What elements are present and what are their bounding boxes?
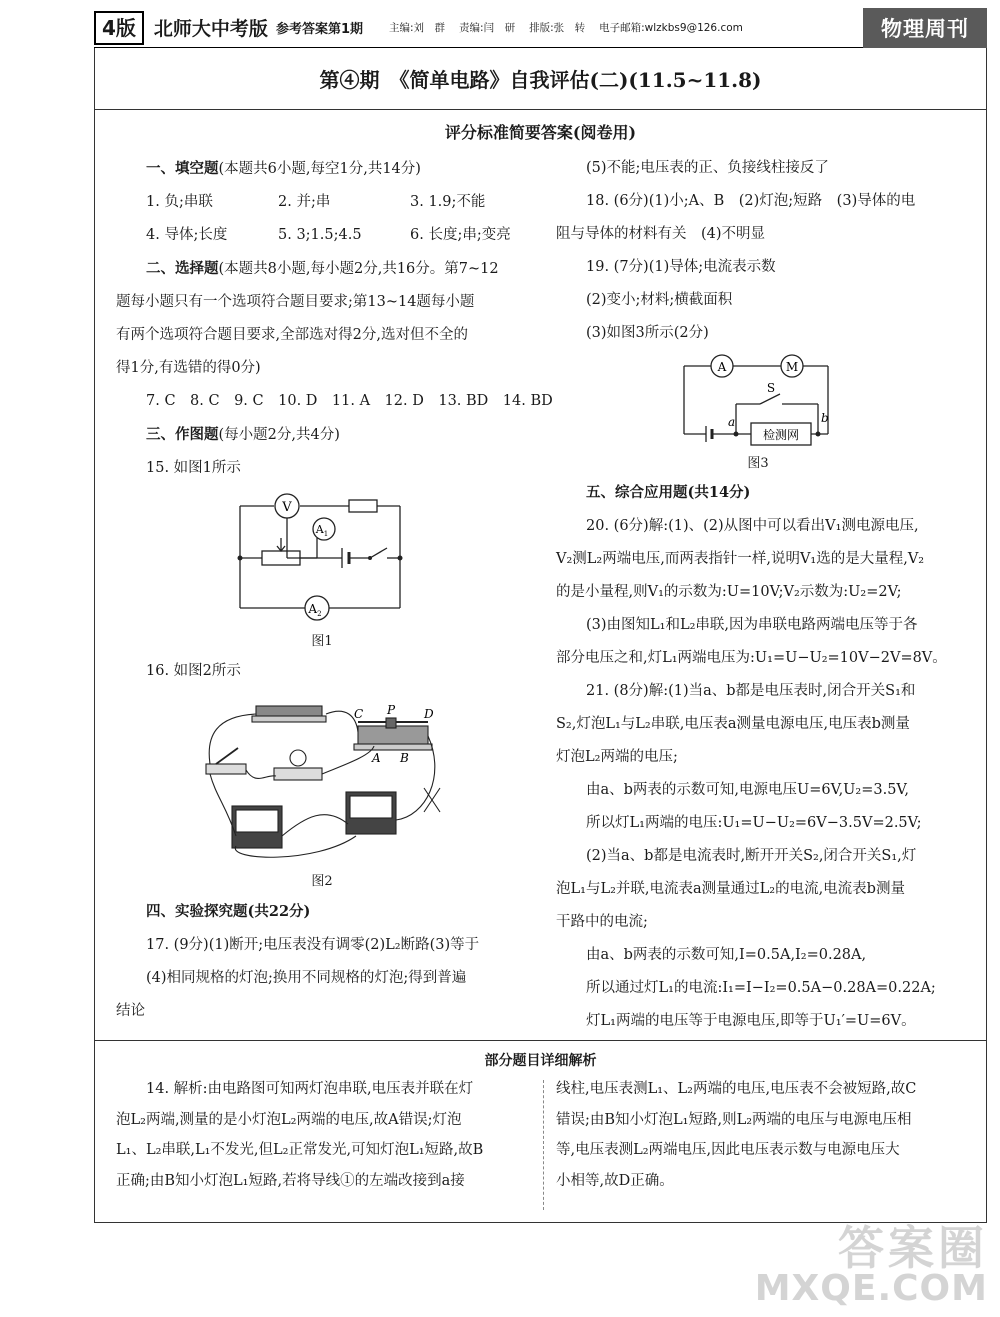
answer-1: 1. 负;串联: [146, 194, 213, 210]
watermark-url: MXQE.COM: [754, 1268, 988, 1309]
page-title: 第④期 《简单电路》自我评估(二)(11.5~11.8): [94, 48, 987, 110]
detail-right: [556, 1074, 976, 1196]
duty-editor: 责编:闫 研: [459, 22, 516, 34]
watermark: [754, 1221, 988, 1309]
q21-line-5: 所以灯L₁两端的电压:U₁=U−U₂=6V−3.5V=2.5V;: [586, 815, 922, 831]
q18-line-1: 18. (6分)(1)小;A、B (2)灯泡;短路 (3)导体的电: [586, 193, 916, 209]
q20-line-5: 部分电压之和,灯L₁两端电压为:U₁=U−U₂=10V−2V=8V。: [556, 650, 947, 666]
right-column-bottom: [556, 476, 976, 1038]
q19-line-1: 19. (7分)(1)导体;电流表示数: [586, 259, 776, 275]
q17-line-1: 17. (9分)(1)断开;电压表没有调零(2)L₂断路(3)等于: [146, 937, 480, 953]
q21-line-1: 21. (8分)解:(1)当a、b都是电压表时,闭合开关S₁和: [586, 683, 916, 699]
paper-name: 北师大中考版: [153, 18, 268, 40]
detail-line-2: 泡L₂两端,测量的是小灯泡L₂两端的电压,故A错误;灯泡: [116, 1111, 462, 1128]
section-3-note: (每小题2分,共4分): [218, 427, 340, 443]
q21-line-7: 泡L₁与L₂并联,电流表a测量通过L₂的电流,电流表b测量: [556, 881, 905, 897]
fig1-label-a2: $A_2$: [308, 602, 322, 618]
section-2-note-3: 有两个选项符合题目要求,全部选对得2分,选对但不全的: [116, 327, 468, 343]
resistor: [349, 500, 377, 512]
figure-3-caption: 图3: [747, 456, 769, 471]
fig3-box-label: 检测网: [762, 428, 800, 442]
q21-line-8: 干路中的电流;: [556, 914, 648, 930]
q21-line-10: 所以通过灯L₁的电流:I₁=I−I₂=0.5A−0.28A=0.22A;: [586, 980, 936, 996]
q20-line-2: V₂测L₂两端电压,而两表指针一样,说明V₁选的是大量程,V₂: [556, 551, 925, 567]
edition-number: 4版: [94, 11, 144, 45]
section-4-title: 四、实验探究题: [146, 903, 248, 920]
column-divider: [543, 1080, 544, 1210]
choice-answers: 7. C 8. C 9. C 10. D 11. A 12. D 13. BD 14. BD: [146, 393, 553, 409]
q17-line-3: 结论: [116, 1003, 145, 1019]
email: 电子邮箱:wlzkbs9@126.com: [599, 22, 743, 34]
q21-line-6: (2)当a、b都是电流表时,断开开关S₂,闭合开关S₁,灯: [586, 848, 917, 864]
q20-line-1: 20. (6分)解:(1)、(2)从图中可以看出V₁测电源电压,: [586, 518, 919, 534]
question-16-block: [146, 655, 526, 688]
q21-line-2: S₂,灯泡L₁与L₂串联,电压表a测量电源电压,电压表b测量: [556, 716, 910, 732]
fig3-label-a: A: [717, 360, 727, 374]
fig3-label-small-a: a: [728, 415, 736, 429]
q17-line-2: (4)相同规格的灯泡;换用不同规格的灯泡;得到普遍: [146, 970, 467, 986]
fig1-label-a1: $A_1$: [315, 523, 329, 538]
answer-2: 2. 并;串: [278, 194, 331, 210]
q18-line-2: 阻与导体的材料有关 (4)不明显: [556, 226, 766, 242]
fig1-label-v: V: [282, 500, 292, 515]
detail-left: [116, 1074, 536, 1196]
section-2-note-4: 得1分,有选错的得0分): [116, 360, 261, 376]
q21-line-3: 灯泡L₂两端的电压;: [556, 749, 678, 765]
fig2-label-a: A: [372, 751, 381, 765]
fill-row-2: [116, 219, 536, 252]
switch: [206, 764, 246, 774]
detail-line-1: 14. 解析:由电路图可知两灯泡串联,电压表并联在灯: [146, 1081, 474, 1097]
figure-2-physical-circuit: [196, 696, 456, 864]
detail-line-3: L₁、L₂串联,L₁不发光,但L₂正常发光,可知灯泡L₁短路,故B: [116, 1142, 484, 1158]
bulb-icon: [290, 750, 306, 766]
answer-3: 3. 1.9;不能: [410, 194, 486, 210]
section-2-note: (本题共8小题,每小题2分,共16分。第7~12: [218, 261, 499, 277]
left-column: [116, 152, 553, 485]
question-15: 15. 如图1所示: [146, 460, 241, 476]
masthead: [94, 8, 987, 48]
watermark-logo: 答案圈: [838, 1221, 988, 1275]
credits: [389, 20, 743, 35]
chief-editor: 主编:刘 群: [388, 22, 446, 34]
fig3-label-m: M: [785, 360, 799, 374]
q21-line-4: 由a、b两表的示数可知,电源电压U=6V,U₂=3.5V,: [586, 782, 909, 798]
answer-6: 6. 长度;串;变亮: [410, 227, 511, 243]
answer-5: 5. 3;1.5;4.5: [278, 227, 362, 243]
left-column-bottom: [116, 895, 536, 1028]
detail-line-8: 小相等,故D正确。: [556, 1172, 674, 1189]
q21-line-9: 由a、b两表的示数可知,I=0.5A,I₂=0.28A,: [586, 947, 867, 963]
detail-heading: 部分题目详细解析: [94, 1040, 987, 1074]
page-subtitle: 评分标准简要答案(阅卷用): [444, 123, 637, 142]
section-1-title: 一、填空题: [146, 160, 219, 177]
bulb-holder: [274, 768, 322, 780]
right-column-top: [556, 152, 976, 350]
issue-label: 参考答案第1期: [275, 22, 363, 37]
brand-badge: 物理周刊: [863, 8, 987, 48]
fig2-label-d: D: [424, 707, 434, 721]
fill-row-1: [116, 186, 536, 219]
q19-line-3: (3)如图3所示(2分): [586, 325, 709, 341]
fig3-label-small-b: b: [821, 411, 829, 425]
figure-3-circuit: [676, 350, 836, 450]
section-2-note-2: 题每小题只有一个选项符合题目要求;第13~14题每小题: [116, 294, 475, 310]
detail-line-6: 错误;由B知小灯泡L₁短路,则L₂两端的电压与电源电压相: [556, 1111, 912, 1128]
detail-line-4: 正确;由B知小灯泡L₁短路,若将导线①的左端改接到a接: [116, 1172, 465, 1189]
q20-line-3: 的是小量程,则V₁的示数为:U=10V;V₂示数为:U₂=2V;: [556, 584, 902, 600]
fig2-label-p: P: [387, 703, 396, 717]
fig2-label-b: B: [400, 751, 409, 765]
section-4-note: (共22分): [247, 903, 311, 920]
section-1-note: (本题共6小题,每空1分,共14分): [218, 161, 421, 177]
figure-1-caption: 图1: [311, 634, 333, 649]
layout-editor: 排版:张 转: [529, 22, 586, 34]
section-5-note: (共14分): [687, 484, 751, 501]
section-3-title: 三、作图题: [146, 426, 219, 443]
fig2-label-c: C: [354, 707, 364, 721]
figure-2-caption: 图2: [311, 874, 333, 889]
fig3-label-s: S: [766, 381, 776, 395]
answer-4: 4. 导体;长度: [146, 227, 228, 243]
detail-line-7: 等,电压表测L₂两端电压,因此电压表示数与电源电压大: [556, 1142, 900, 1158]
q17-line-5: (5)不能;电压表的正、负接线柱接反了: [586, 160, 829, 176]
section-2-title: 二、选择题: [146, 260, 219, 277]
section-5-title: 五、综合应用题: [586, 484, 688, 501]
q19-line-2: (2)变小;材料;横截面积: [586, 292, 733, 308]
question-16: 16. 如图2所示: [146, 663, 241, 679]
q20-line-4: (3)由图知L₁和L₂串联,因为串联电路两端电压等于各: [586, 617, 918, 633]
figure-1-circuit: [232, 488, 412, 628]
detail-line-5: 线柱,电压表测L₁、L₂两端的电压,电压表不会被短路,故C: [556, 1081, 917, 1097]
q21-line-11: 灯L₁两端的电压等于电源电压,即等于U₁′=U=6V。: [586, 1013, 916, 1029]
